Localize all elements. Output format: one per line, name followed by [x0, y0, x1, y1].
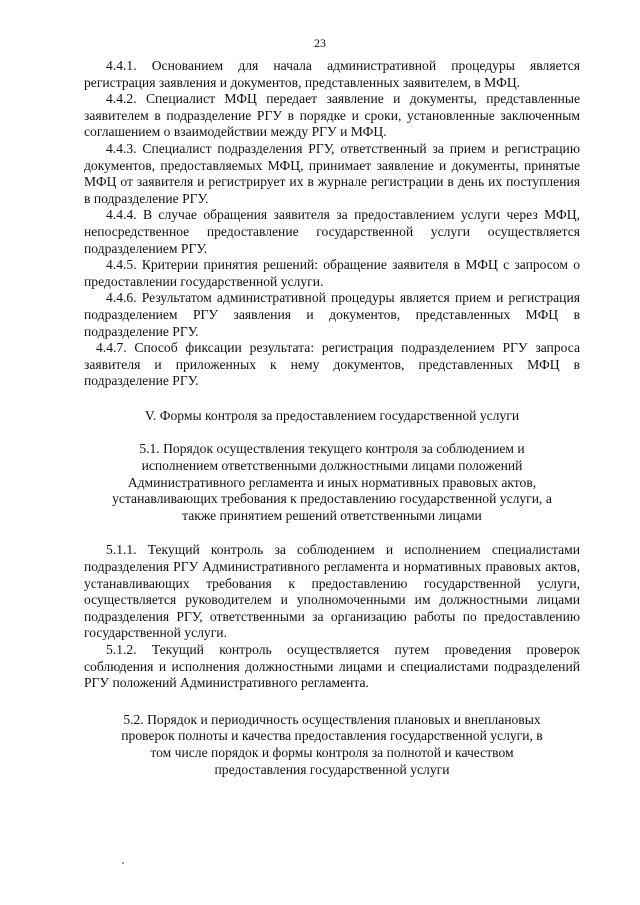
- subsection-5-2-title: 5.2. Порядок и периодичность осуществления плановых и внеплановых проверок полноты и качества предоставления государственной услуги, в том числе порядок и формы контроля за полнотой и качеством предоставления государственной услуги: [121, 711, 543, 777]
- paragraph-4-4-1: 4.4.1. Основанием для начала административной процедуры является регистрация заявления и документов, представленных заявителем, в МФЦ.: [84, 58, 580, 90]
- subsection-5-1-title: 5.1. Порядок осуществления текущего контроля за соблюдением и исполнением ответственными должностными лицами положений Административного регламента и иных нормативных правовых актов, устанавливающих требования к предоставлению государственной услуги, а также принятием решений ответственными лицами: [112, 441, 552, 523]
- page-number: 23: [314, 36, 326, 50]
- paragraph-4-4-3: 4.4.3. Специалист подразделения РГУ, ответственный за прием и регистрацию документов, предоставляемых МФЦ, принимает заявление и документы, принятые МФЦ от заявителя и регистрирует их в журнале регистрации в день их поступления в подразделение РГУ.: [84, 140, 580, 206]
- page-content: [84, 58, 580, 796]
- section-v-title: V. Формы контроля за предоставлением государственной услуги: [144, 407, 520, 423]
- scan-speck: [122, 862, 124, 864]
- paragraph-4-4-7: 4.4.7. Способ фиксации результата: регистрация подразделением РГУ запроса заявителя и приложенных к нему документов, представленных МФЦ в подразделение РГУ.: [84, 340, 580, 389]
- paragraph-4-4-6: 4.4.6. Результатом административной процедуры является прием и регистрация подразделением РГУ заявления и документов, представленных МФЦ в подразделение РГУ.: [84, 290, 580, 339]
- paragraph-5-1-1: 5.1.1. Текущий контроль за соблюдением и исполнением специалистами подразделения РГУ Административного регламента и нормативных правовых актов, устанавливающих требования к предоставлению государственной услуги, осуществляется руководителем и уполномоченными им должностными лицами подразделения РГУ, ответственными за организацию работы по предоставлению государственной услуги.: [84, 542, 580, 641]
- paragraph-4-4-2: 4.4.2. Специалист МФЦ передает заявление и документы, представленные заявителем в подразделение РГУ в порядке и сроки, установленные заключенным соглашением о взаимодействии между РГУ и МФЦ.: [84, 91, 580, 140]
- paragraph-5-1-2: 5.1.2. Текущий контроль осуществляется путем проведения проверок соблюдения и исполнения должностными лицами и специалистами подразделений РГУ положений Административного регламента.: [84, 642, 580, 691]
- paragraph-4-4-4: 4.4.4. В случае обращения заявителя за предоставлением услуги через МФЦ, непосредственное предоставление государственной услуги осуществляется подразделением РГУ.: [84, 207, 580, 256]
- paragraph-4-4-5: 4.4.5. Критерии принятия решений: обращение заявителя в МФЦ с запросом о предоставлении государственной услуги.: [84, 257, 580, 289]
